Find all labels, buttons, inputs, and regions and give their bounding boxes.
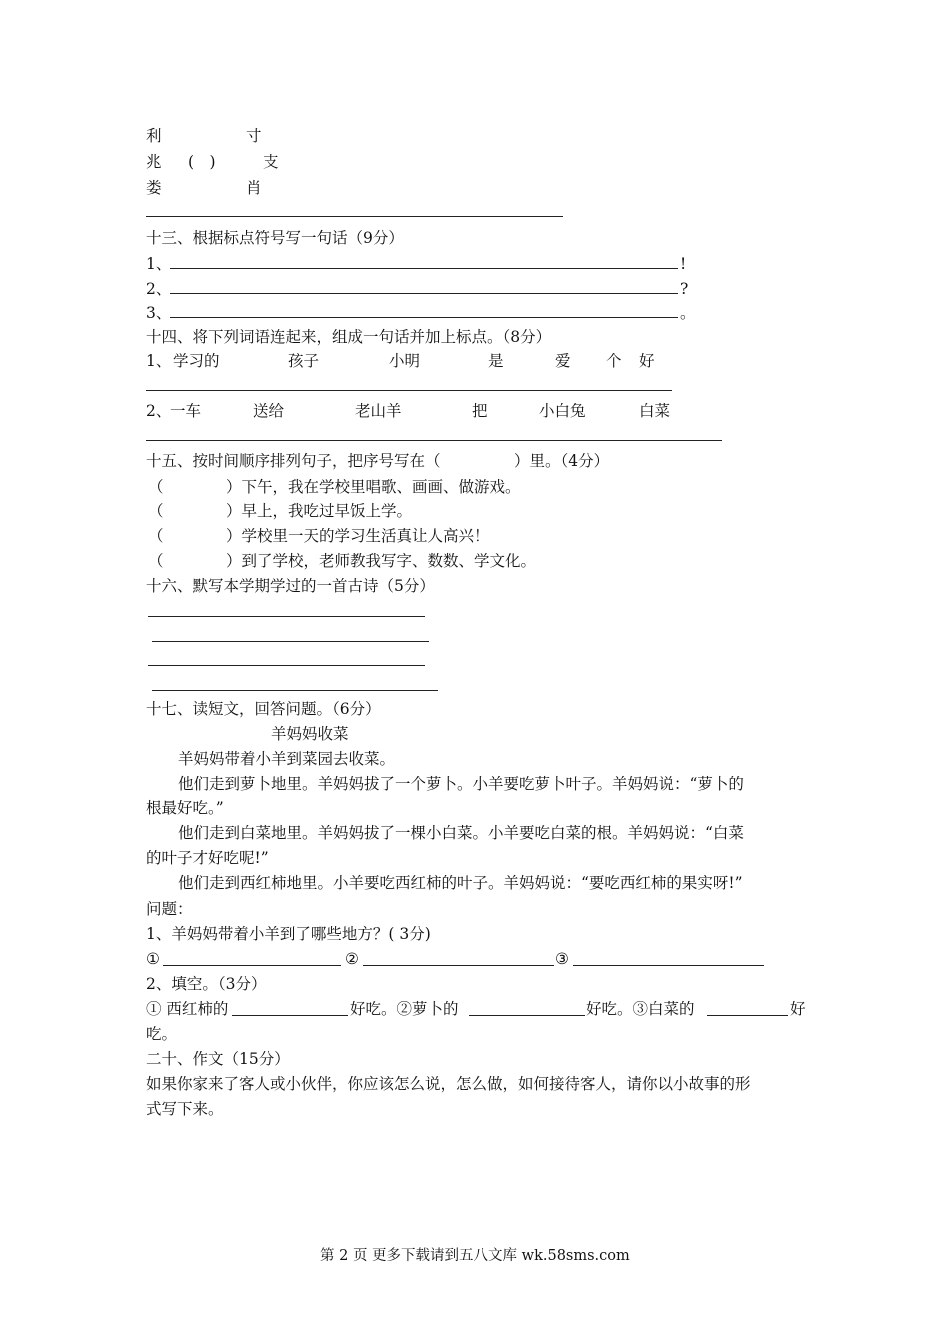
fill-text-cont: 吃。: [146, 1025, 178, 1043]
match-right-1: 寸: [246, 127, 262, 145]
q14-line-1[interactable]: [146, 390, 672, 391]
q13-end-2: ?: [680, 280, 689, 298]
q14-word: 是: [488, 352, 504, 370]
q14-word: 一车: [170, 402, 202, 420]
q16-title: 十六、默写本学期学过的一首古诗（5分）: [146, 577, 435, 595]
q15-open-paren: （: [148, 552, 164, 570]
q14-word: 好: [639, 352, 655, 370]
q13-num-1: 1、: [146, 255, 172, 273]
q13-line-2[interactable]: [170, 293, 678, 294]
q15-item: ）到了学校，老师教我写字、数数、学文化。: [226, 552, 537, 570]
fill-text: 好: [790, 1000, 806, 1018]
story-para: 他们走到萝卜地里。羊妈妈拔了一个萝卜。小羊要吃萝卜叶子。羊妈妈说：“萝卜的: [178, 775, 744, 793]
match-left-1: 利: [146, 127, 162, 145]
answer-line[interactable]: [146, 216, 563, 217]
fill-text: 好吃。③白菜的: [586, 1000, 695, 1018]
q14-word: 把: [472, 402, 488, 420]
q17-blank-1[interactable]: [163, 965, 341, 966]
q13-num-3: 3、: [146, 304, 172, 322]
match-right-2: 支: [263, 153, 279, 171]
q20-title: 二十、作文（15分）: [146, 1050, 290, 1068]
q14-word: 小明: [389, 352, 421, 370]
q14-row2-num: 2、: [146, 402, 172, 420]
q15-open-paren: （: [148, 527, 164, 545]
q17-mark-1: ①: [146, 950, 160, 968]
story-title: 羊妈妈收菜: [271, 725, 349, 743]
fill-blank-1[interactable]: [232, 1015, 348, 1016]
question-label: 问题：: [146, 900, 193, 918]
q13-end-1: !: [680, 255, 687, 273]
q15-item: ）早上，我吃过早饭上学。: [226, 502, 413, 520]
q15-title-post: ）里。（4分）: [514, 452, 610, 470]
q14-word: 白菜: [639, 402, 671, 420]
q13-line-3[interactable]: [170, 317, 678, 318]
q14-word: 老山羊: [355, 402, 402, 420]
q17-blank-2[interactable]: [363, 965, 554, 966]
q14-title: 十四、将下列词语连起来，组成一句话并加上标点。（8分）: [146, 328, 552, 346]
story-para: 羊妈妈带着小羊到菜园去收菜。: [178, 750, 396, 768]
fill-blank-3[interactable]: [707, 1015, 788, 1016]
match-left-2: 兆: [146, 153, 162, 171]
q14-word: 孩子: [288, 352, 320, 370]
q14-word: 个: [606, 352, 622, 370]
poem-line-1[interactable]: [148, 616, 425, 617]
q20-prompt-cont: 式写下来。: [146, 1100, 224, 1118]
q17-q2: 2、填空。（3分）: [146, 975, 267, 993]
story-para: 他们走到西红柿地里。小羊要吃西红柿的叶子。羊妈妈说：“要吃西红柿的果实呀!”: [178, 874, 743, 892]
q14-line-2[interactable]: [146, 440, 722, 441]
q14-word: 爱: [555, 352, 571, 370]
poem-line-4[interactable]: [152, 690, 438, 691]
q17-mark-2: ②: [345, 950, 359, 968]
match-left-3: 娄: [146, 179, 162, 197]
fill-text: ① 西红柿的: [146, 1000, 229, 1018]
q15-item: ）学校里一天的学习生活真让人高兴！: [226, 527, 490, 545]
q14-word: 送给: [253, 402, 285, 420]
q17-title: 十七、读短文，回答问题。（6分）: [146, 700, 381, 718]
fill-blank-2[interactable]: [469, 1015, 585, 1016]
match-right-3: 肖: [246, 179, 262, 197]
q15-item: ）下午，我在学校里唱歌、画画、做游戏。: [226, 478, 521, 496]
q13-num-2: 2、: [146, 280, 172, 298]
q15-open-paren: （: [148, 478, 164, 496]
q15-open-paren: （: [148, 502, 164, 520]
q14-word: 学习的: [173, 352, 220, 370]
q17-q1: 1、羊妈妈带着小羊到了哪些地方？( 3分): [146, 925, 431, 943]
q14-row1-num: 1、: [146, 352, 172, 370]
q13-line-1[interactable]: [170, 268, 678, 269]
q17-blank-3[interactable]: [573, 965, 764, 966]
story-para-cont: 根最好吃。”: [146, 799, 224, 817]
match-paren: ( ): [188, 153, 216, 171]
story-para-cont: 的叶子才好吃呢!”: [146, 849, 269, 867]
q13-title: 十三、根据标点符号写一句话（9分）: [146, 229, 404, 247]
story-para: 他们走到白菜地里。羊妈妈拔了一棵小白菜。小羊要吃白菜的根。羊妈妈说：“白菜: [178, 824, 744, 842]
q17-mark-3: ③: [555, 950, 569, 968]
q15-title-pre: 十五、按时间顺序排列句子，把序号写在（: [146, 452, 441, 470]
page-footer: 第 2 页 更多下载请到五八文库 wk.58sms.com: [320, 1248, 630, 1264]
q13-end-3: 。: [680, 304, 696, 322]
q20-prompt: 如果你家来了客人或小伙伴，你应该怎么说，怎么做，如何接待客人，请你以小故事的形: [146, 1075, 751, 1093]
q14-word: 小白兔: [539, 402, 586, 420]
fill-text: 好吃。②萝卜的: [350, 1000, 459, 1018]
poem-line-2[interactable]: [152, 641, 429, 642]
poem-line-3[interactable]: [148, 665, 425, 666]
